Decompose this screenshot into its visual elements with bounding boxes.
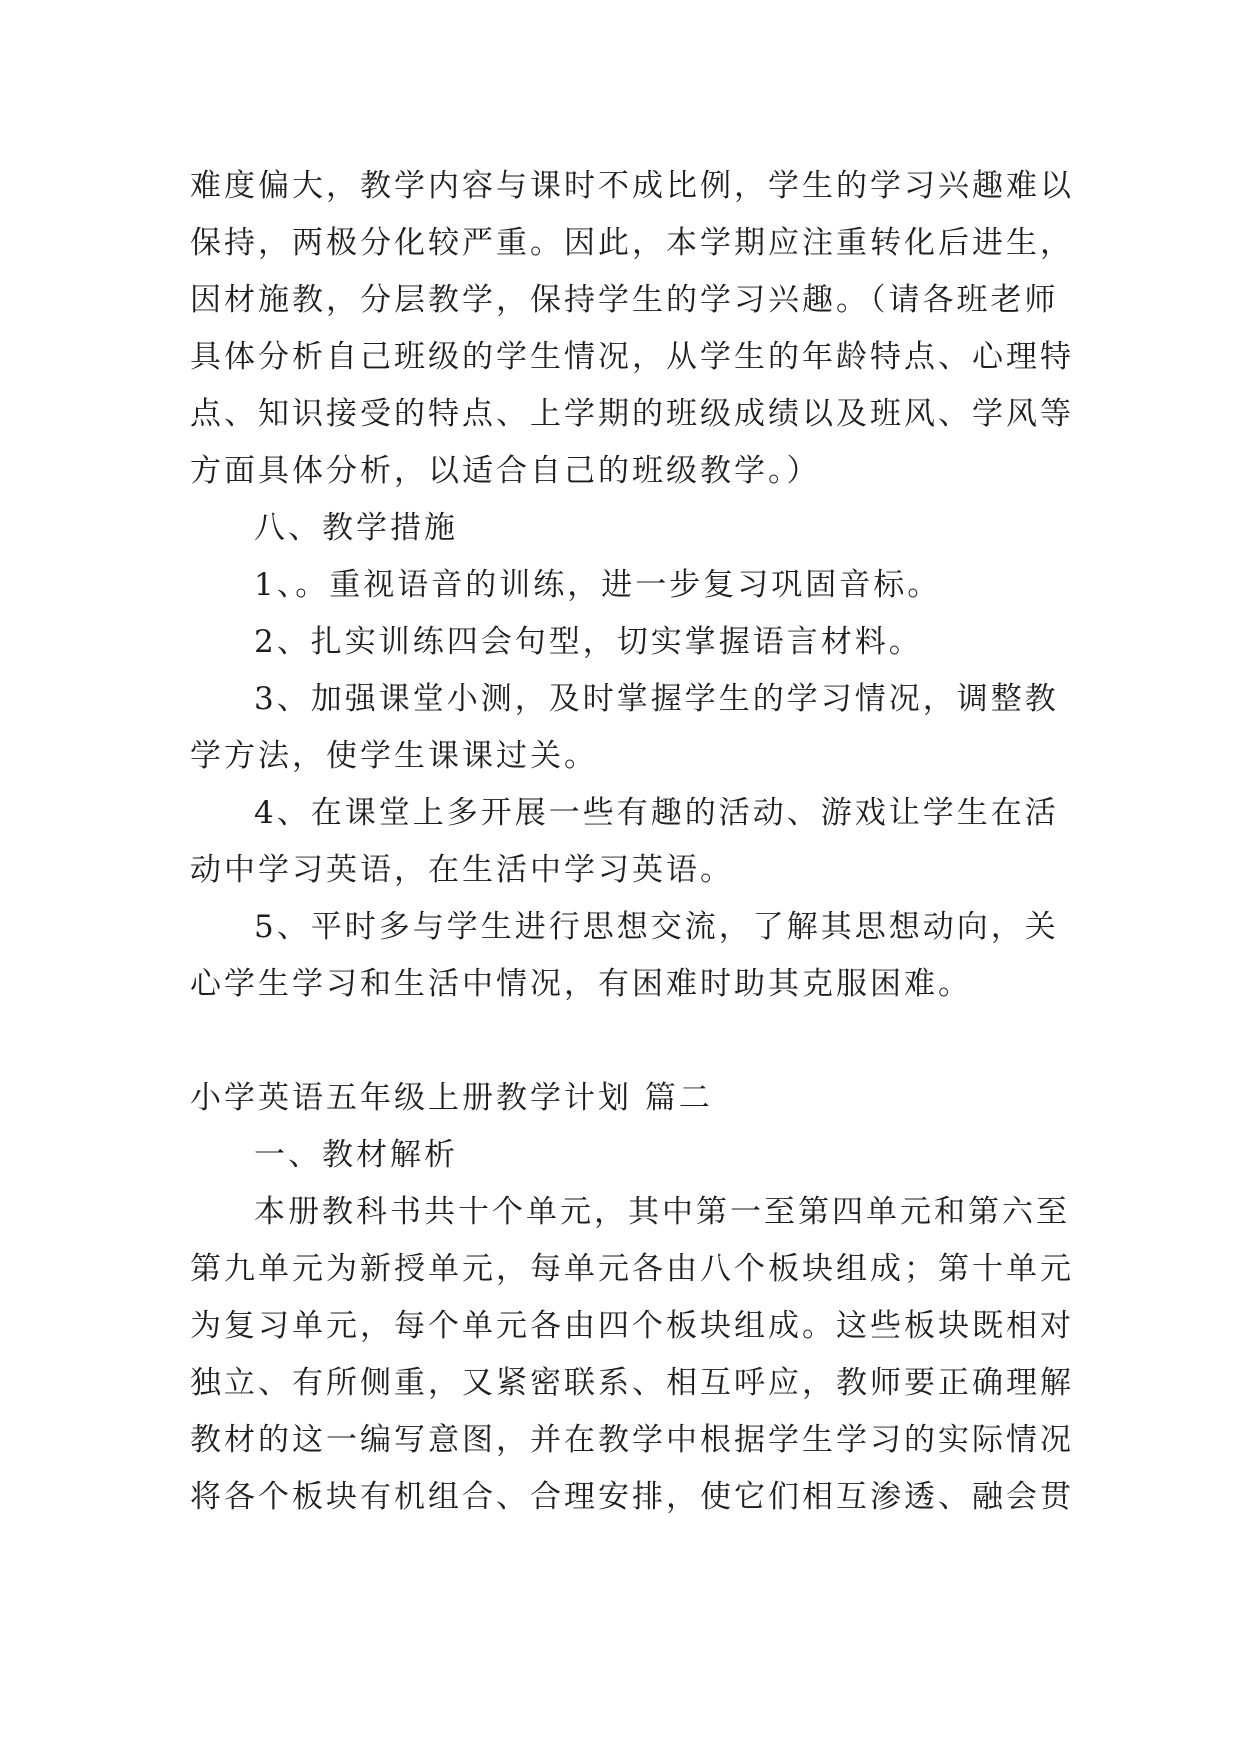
list-item-continuation: 心学生学习和生活中情况，有困难时助其克服困难。 — [190, 966, 972, 1002]
list-item: 3、加强课堂小测，及时掌握学生的学习情况，调整教 — [254, 681, 1059, 717]
list-item-continuation: 动中学习英语，在生活中学习英语。 — [190, 852, 734, 888]
paragraph-line: 为复习单元，每个单元各由四个板块组成。这些板块既相对 — [190, 1308, 1074, 1344]
paragraph-line: 将各个板块有机组合、合理安排，使它们相互渗透、融会贯 — [190, 1479, 1074, 1515]
list-item: 4、在课堂上多开展一些有趣的活动、游戏让学生在活 — [254, 795, 1059, 831]
paragraph-line: 点、知识接受的特点、上学期的班级成绩以及班风、学风等 — [190, 396, 1074, 432]
paragraph-line: 方面具体分析，以适合自己的班级教学。） — [190, 453, 821, 489]
section-heading: 一、教材解析 — [254, 1137, 458, 1173]
paragraph-line: 难度偏大，教学内容与课时不成比例，学生的学习兴趣难以 — [190, 168, 1074, 204]
document-body — [190, 158, 1074, 1526]
paragraph-spacer — [190, 1013, 1070, 1070]
list-item: 1、。重视语音的训练，进一步复习巩固音标。 — [254, 567, 942, 603]
paragraph-line: 具体分析自己班级的学生情况，从学生的年龄特点、心理特 — [190, 339, 1074, 375]
paragraph-line: 独立、有所侧重，又紧密联系、相互呼应，教师要正确理解 — [190, 1365, 1074, 1401]
list-item-continuation: 学方法，使学生课课过关。 — [190, 738, 598, 774]
list-item: 5、平时多与学生进行思想交流，了解其思想动向，关 — [254, 909, 1059, 945]
paragraph-line: 因材施教，分层教学，保持学生的学习兴趣。（请各班老师 — [190, 282, 1059, 318]
paragraph-line: 第九单元为新授单元，每单元各由八个板块组成；第十单元 — [190, 1251, 1074, 1287]
list-item: 2、扎实训练四会句型，切实掌握语言材料。 — [254, 624, 923, 660]
paragraph-line: 保持，两极分化较严重。因此，本学期应注重转化后进生， — [190, 225, 1074, 261]
paragraph-line: 教材的这一编写意图，并在教学中根据学生学习的实际情况 — [190, 1422, 1074, 1458]
document-title: 小学英语五年级上册教学计划 篇二 — [190, 1080, 713, 1116]
paragraph-line: 本册教科书共十个单元，其中第一至第四单元和第六至 — [254, 1194, 1070, 1230]
section-heading: 八、教学措施 — [254, 510, 458, 546]
